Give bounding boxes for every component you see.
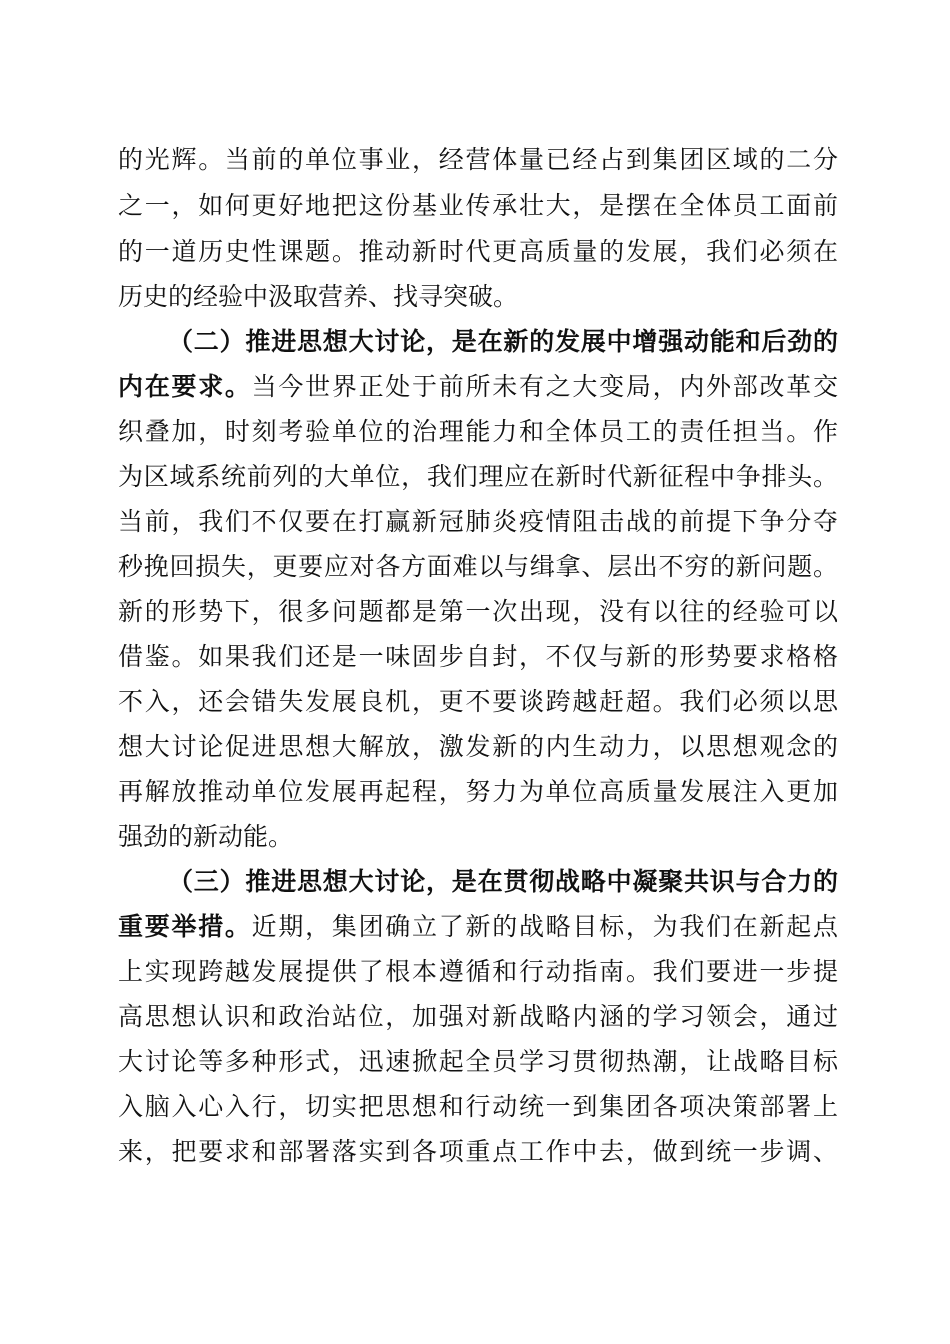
- text-line: 来，把要求和部署落实到各项重点工作中去，做到统一步调、: [118, 1137, 838, 1166]
- text-line: 新的形势下，很多问题都是第一次出现，没有以往的经验可以: [118, 597, 838, 626]
- text-line: 借鉴。如果我们还是一味固步自封，不仅与新的形势要求格格: [118, 642, 838, 671]
- section-heading-2-end: 内在要求。: [118, 372, 252, 401]
- section-heading-3: （三）推进思想大讨论，是在贯彻战略中凝聚共识与合力的: [168, 867, 838, 896]
- text-line: 再解放推动单位发展再起程，努力为单位高质量发展注入更加: [118, 777, 838, 806]
- text-line: [118, 905, 838, 949]
- text-line: 上实现跨越发展提供了根本遵循和行动指南。我们要进一步提: [118, 957, 838, 986]
- text-line: 的一道历史性课题。推动新时代更高质量的发展，我们必须在: [118, 237, 838, 266]
- text-line: 历史的经验中汲取营养、找寻突破。: [118, 282, 519, 311]
- text-line: 织叠加，时刻考验单位的治理能力和全体员工的责任担当。作: [118, 417, 838, 446]
- text-span: 当今世界正处于前所未有之大变局，内外部改革交: [251, 372, 838, 401]
- text-line: 之一，如何更好地把这份基业传承壮大，是摆在全体员工面前: [118, 191, 838, 220]
- text-line: 为区域系统前列的大单位，我们理应在新时代新征程中争排头。: [118, 462, 838, 491]
- text-span: 近期，集团确立了新的战略目标，为我们在新起点: [251, 912, 838, 941]
- text-line: 大讨论等多种形式，迅速掀起全员学习贯彻热潮，让战略目标: [118, 1047, 838, 1076]
- text-line: 的光辉。当前的单位事业，经营体量已经占到集团区域的二分: [118, 145, 838, 174]
- text-line: 想大讨论促进思想大解放，激发新的内生动力，以思想观念的: [118, 732, 838, 761]
- section-heading-2: （二）推进思想大讨论，是在新的发展中增强动能和后劲的: [168, 327, 838, 356]
- text-line: [118, 365, 838, 409]
- text-line: 当前，我们不仅要在打赢新冠肺炎疫情阻击战的前提下争分夺: [118, 507, 838, 536]
- text-line: 不入，还会错失发展良机，更不要谈跨越赶超。我们必须以思: [118, 687, 838, 716]
- text-line: 强劲的新动能。: [118, 822, 294, 851]
- text-line: 入脑入心入行，切实把思想和行动统一到集团各项决策部署上: [118, 1092, 838, 1121]
- text-line: 秒挽回损失，更要应对各方面难以与缉拿、层出不穷的新问题。: [118, 552, 838, 581]
- text-line: 高思想认识和政治站位，加强对新战略内涵的学习领会，通过: [118, 1002, 838, 1031]
- section-heading-3-end: 重要举措。: [118, 912, 252, 941]
